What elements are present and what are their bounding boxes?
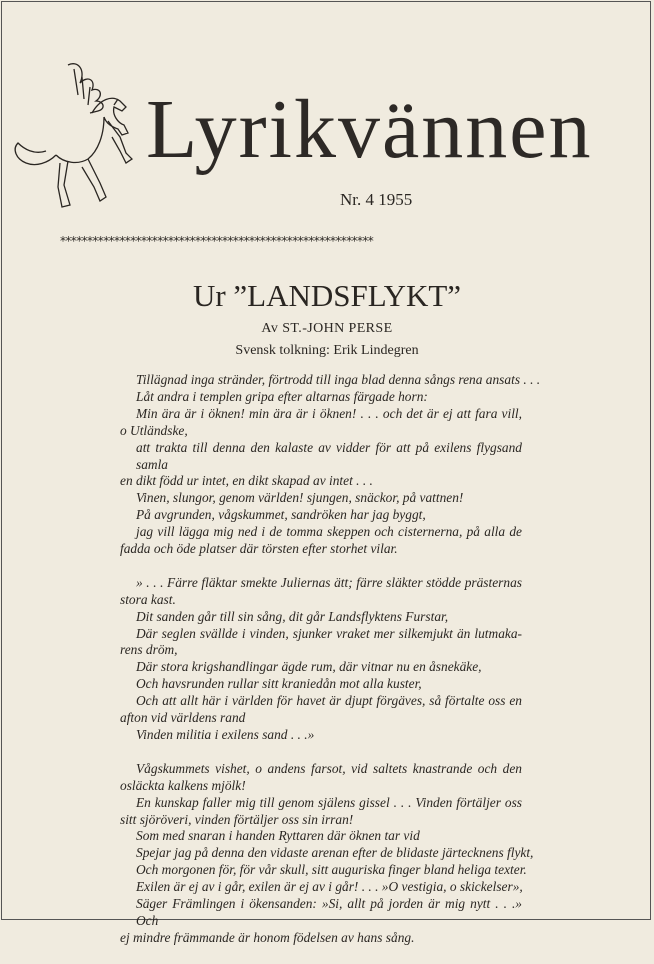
translator-credit: Svensk tolkning: Erik Lindegren <box>235 343 419 358</box>
poem-stanza <box>120 575 522 744</box>
poem-line: rens dröm, <box>120 642 178 658</box>
poem-stanza <box>120 760 534 947</box>
article-byline: Av ST.-JOHN PERSE <box>261 321 393 336</box>
poem-line: Där seglen svällde i vinden, sjunker vraket mer silkemjukt än lutmaka- <box>136 625 522 641</box>
poem-line: Där stora krigshandlingar ägde rum, där vitnar nu en åsnekäke, <box>136 659 482 675</box>
poem-line: Som med snaran i handen Ryttaren där öknen tar vid <box>136 828 420 844</box>
poem-line: Tillägnad inga stränder, förtrodd till inga blad denna sångs rena ansats . . . <box>136 372 541 387</box>
poem-stanza <box>120 372 541 558</box>
poem-line: Vinden militia i exilens sand . . .» <box>136 727 315 743</box>
poem-line: ej mindre främmande är honom födelsen av hans sång. <box>120 929 415 945</box>
poem-line: att trakta till denna den kalaste av vidder för att på exilens flygsand samla <box>136 439 522 472</box>
star-divider: ********************************************************** <box>60 234 374 248</box>
poem-line: Vågskummets vishet, o andens farsot, vid saltets knastrande och den <box>136 760 522 776</box>
poem-line: Säger Främlingen i ökensanden: »Si, allt på jorden är mig nytt . . .» Och <box>136 896 522 928</box>
poem-line: På avgrunden, vågskummet, sandröken har jag byggt, <box>136 507 426 523</box>
poem-line: » . . . Färre fläktar smekte Juliernas ätt; färre släkter stödde prästernas <box>136 574 522 590</box>
poem-line: stora kast. <box>120 591 176 607</box>
poem-line: en dikt född ur intet, en dikt skapad av intet . . . <box>120 473 373 489</box>
poem-line: Och att allt här i världen för havet är djupt förgäves, så förtalte oss en <box>136 693 522 709</box>
article-heading: Ur ”LANDSFLYKT” <box>192 278 462 313</box>
poem-line: Spejar jag på denna den vidaste arenan efter de blidaste järtecknens flykt, <box>136 845 534 861</box>
poem-line: Låt andra i templen gripa efter altarnas färgade horn: <box>136 388 428 404</box>
poem-line: osläckta kalkens mjölk! <box>120 777 246 793</box>
poem-line: En kunskap faller mig till genom själens gissel . . . Vinden förtäljer oss <box>136 794 522 810</box>
poem-body <box>120 372 541 964</box>
issue-number: Nr. 4 1955 <box>340 190 413 209</box>
poem-line: Exilen är ej av i går, exilen är ej av i går! . . . »O vestigia, o skickelser», <box>136 879 523 895</box>
poem-line: o Utländske, <box>120 422 188 438</box>
poem-line: Dit sanden går till sin sång, dit går Landsflyktens Furstar, <box>136 608 449 624</box>
poem-line: Vinen, slungor, genom världen! sjungen, snäckor, på vattnen! <box>136 490 464 506</box>
poem-line: afton vid världens rand <box>120 710 246 726</box>
poem-line: Och havsrunden rullar sitt kraniedån mot alla kuster, <box>136 676 422 692</box>
pegasus-icon <box>8 55 133 215</box>
poem-line: sitt sjöröveri, vinden förtäljer oss sin irran! <box>120 811 354 827</box>
poem-line: Min ära är i öknen! min ära är i öknen! . . . och det är ej att fara vill, <box>136 405 522 421</box>
poem-line: jag vill lägga mig ned i de tomma skeppen och cisternerna, på alla de <box>136 524 522 540</box>
magazine-title: Lyrikvännen <box>146 83 593 176</box>
poem-line: fadda och öde platser där törsten efter storhet vilar. <box>120 541 398 557</box>
poem-line: Och morgonen för, för vår skull, sitt auguriska finger bland heliga texter. <box>136 862 527 878</box>
